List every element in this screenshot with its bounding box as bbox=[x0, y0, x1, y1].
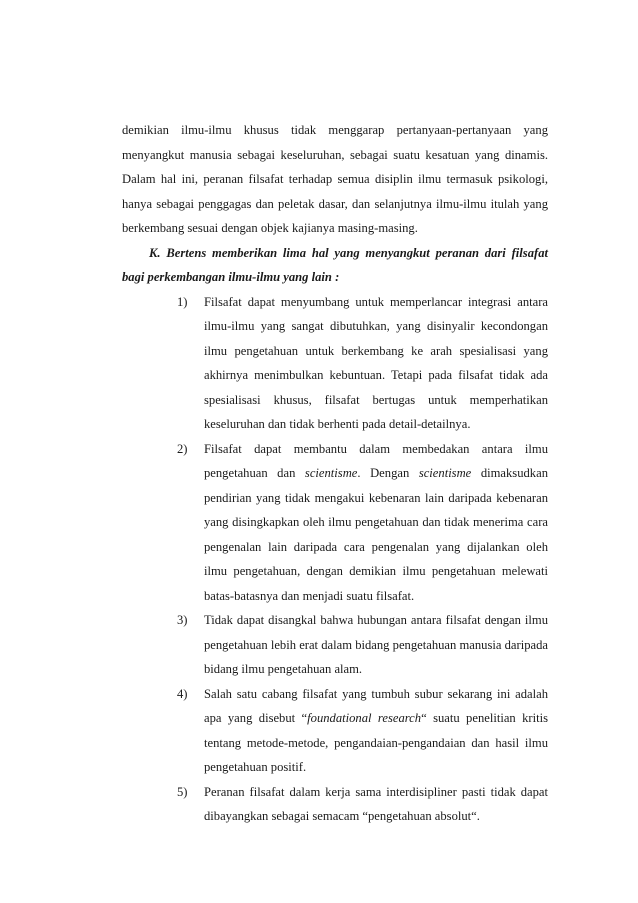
section-heading: K. Bertens memberikan lima hal yang menyangkut peranan dari filsafat bagi perkembangan ilmu-ilmu yang lain : bbox=[122, 245, 548, 284]
list-number: 5) bbox=[177, 784, 188, 799]
list-text: Filsafat dapat menyumbang untuk memperlancar integrasi antara ilmu-ilmu yang sangat dibutuhkan, yang disinyalir kecondongan ilmu pengetahuan untuk berkembang ke arah spesialisasi yang akhirnya menimbulkan kebuntuan. Tetapi pada filsafat tidak ada spesialisasi khusus, filsafat bertugas untuk memperhatikan keseluruhan dan tidak berhenti pada detail-detailnya. bbox=[204, 294, 548, 431]
list-number: 1) bbox=[177, 294, 188, 309]
list-item bbox=[177, 608, 548, 682]
list-text-part: Salah satu cabang filsafat yang tumbuh subur sekarang ini adalah apa yang disebut “ bbox=[204, 686, 548, 725]
numbered-list bbox=[122, 290, 548, 829]
list-text-part: “ suatu penelitian kritis tentang metode-metode, pengandaian-pengandaian dan hasil ilmu pengetahuan positif. bbox=[204, 711, 549, 774]
list-number: 2) bbox=[177, 441, 188, 456]
list-item bbox=[177, 290, 548, 437]
list-text: Peranan filsafat dalam kerja sama interdisipliner pasti tidak dapat dibayangkan sebagai semacam “pengetahuan absolut“. bbox=[204, 784, 548, 823]
list-text-part: . Dengan bbox=[357, 466, 419, 480]
list-number: 3) bbox=[177, 613, 188, 627]
list-text bbox=[204, 687, 548, 775]
intro-paragraph: demikian ilmu-ilmu khusus tidak menggarap pertanyaan-pertanyaan yang menyangkut manusia sebagai keseluruhan, sebagai suatu kesatuan yang dinamis. Dalam hal ini, peranan filsafat terhadap semua disiplin ilmu termasuk psikologi, hanya sebagai penggagas dan peletak dasar, dan selanjutnya ilmu-ilmu itulah yang berkembang sesuai dengan objek kajianya masing-masing. bbox=[122, 123, 548, 235]
list-text-part: dimaksudkan pendirian yang tidak mengakui kebenaran lain daripada kebenaran yang disingkapkan oleh ilmu pengetahuan dan tidak menerima cara pengenalan lain daripada cara pengenalan yang dijalankan oleh ilmu pengetahuan, dengan demikian ilmu pengetahuan melewati batas-batasnya dan menjadi suatu filsafat. bbox=[204, 466, 548, 603]
page-body bbox=[122, 118, 548, 829]
italic-term: scientisme bbox=[304, 466, 358, 480]
list-number: 4) bbox=[177, 686, 188, 701]
italic-term: foundational research bbox=[307, 711, 422, 725]
italic-term: scientisme bbox=[418, 466, 472, 480]
list-item bbox=[177, 780, 548, 829]
list-text: Tidak dapat disangkal bahwa hubungan antara filsafat dengan ilmu pengetahuan lebih erat dalam bidang pengetahuan manusia daripada bidang ilmu pengetahuan alam. bbox=[204, 613, 548, 676]
list-item bbox=[177, 682, 549, 780]
list-text bbox=[204, 442, 548, 603]
list-item bbox=[177, 437, 548, 609]
list-text-part: Filsafat dapat membantu dalam membedakan antara ilmu pengetahuan dan bbox=[204, 441, 548, 480]
